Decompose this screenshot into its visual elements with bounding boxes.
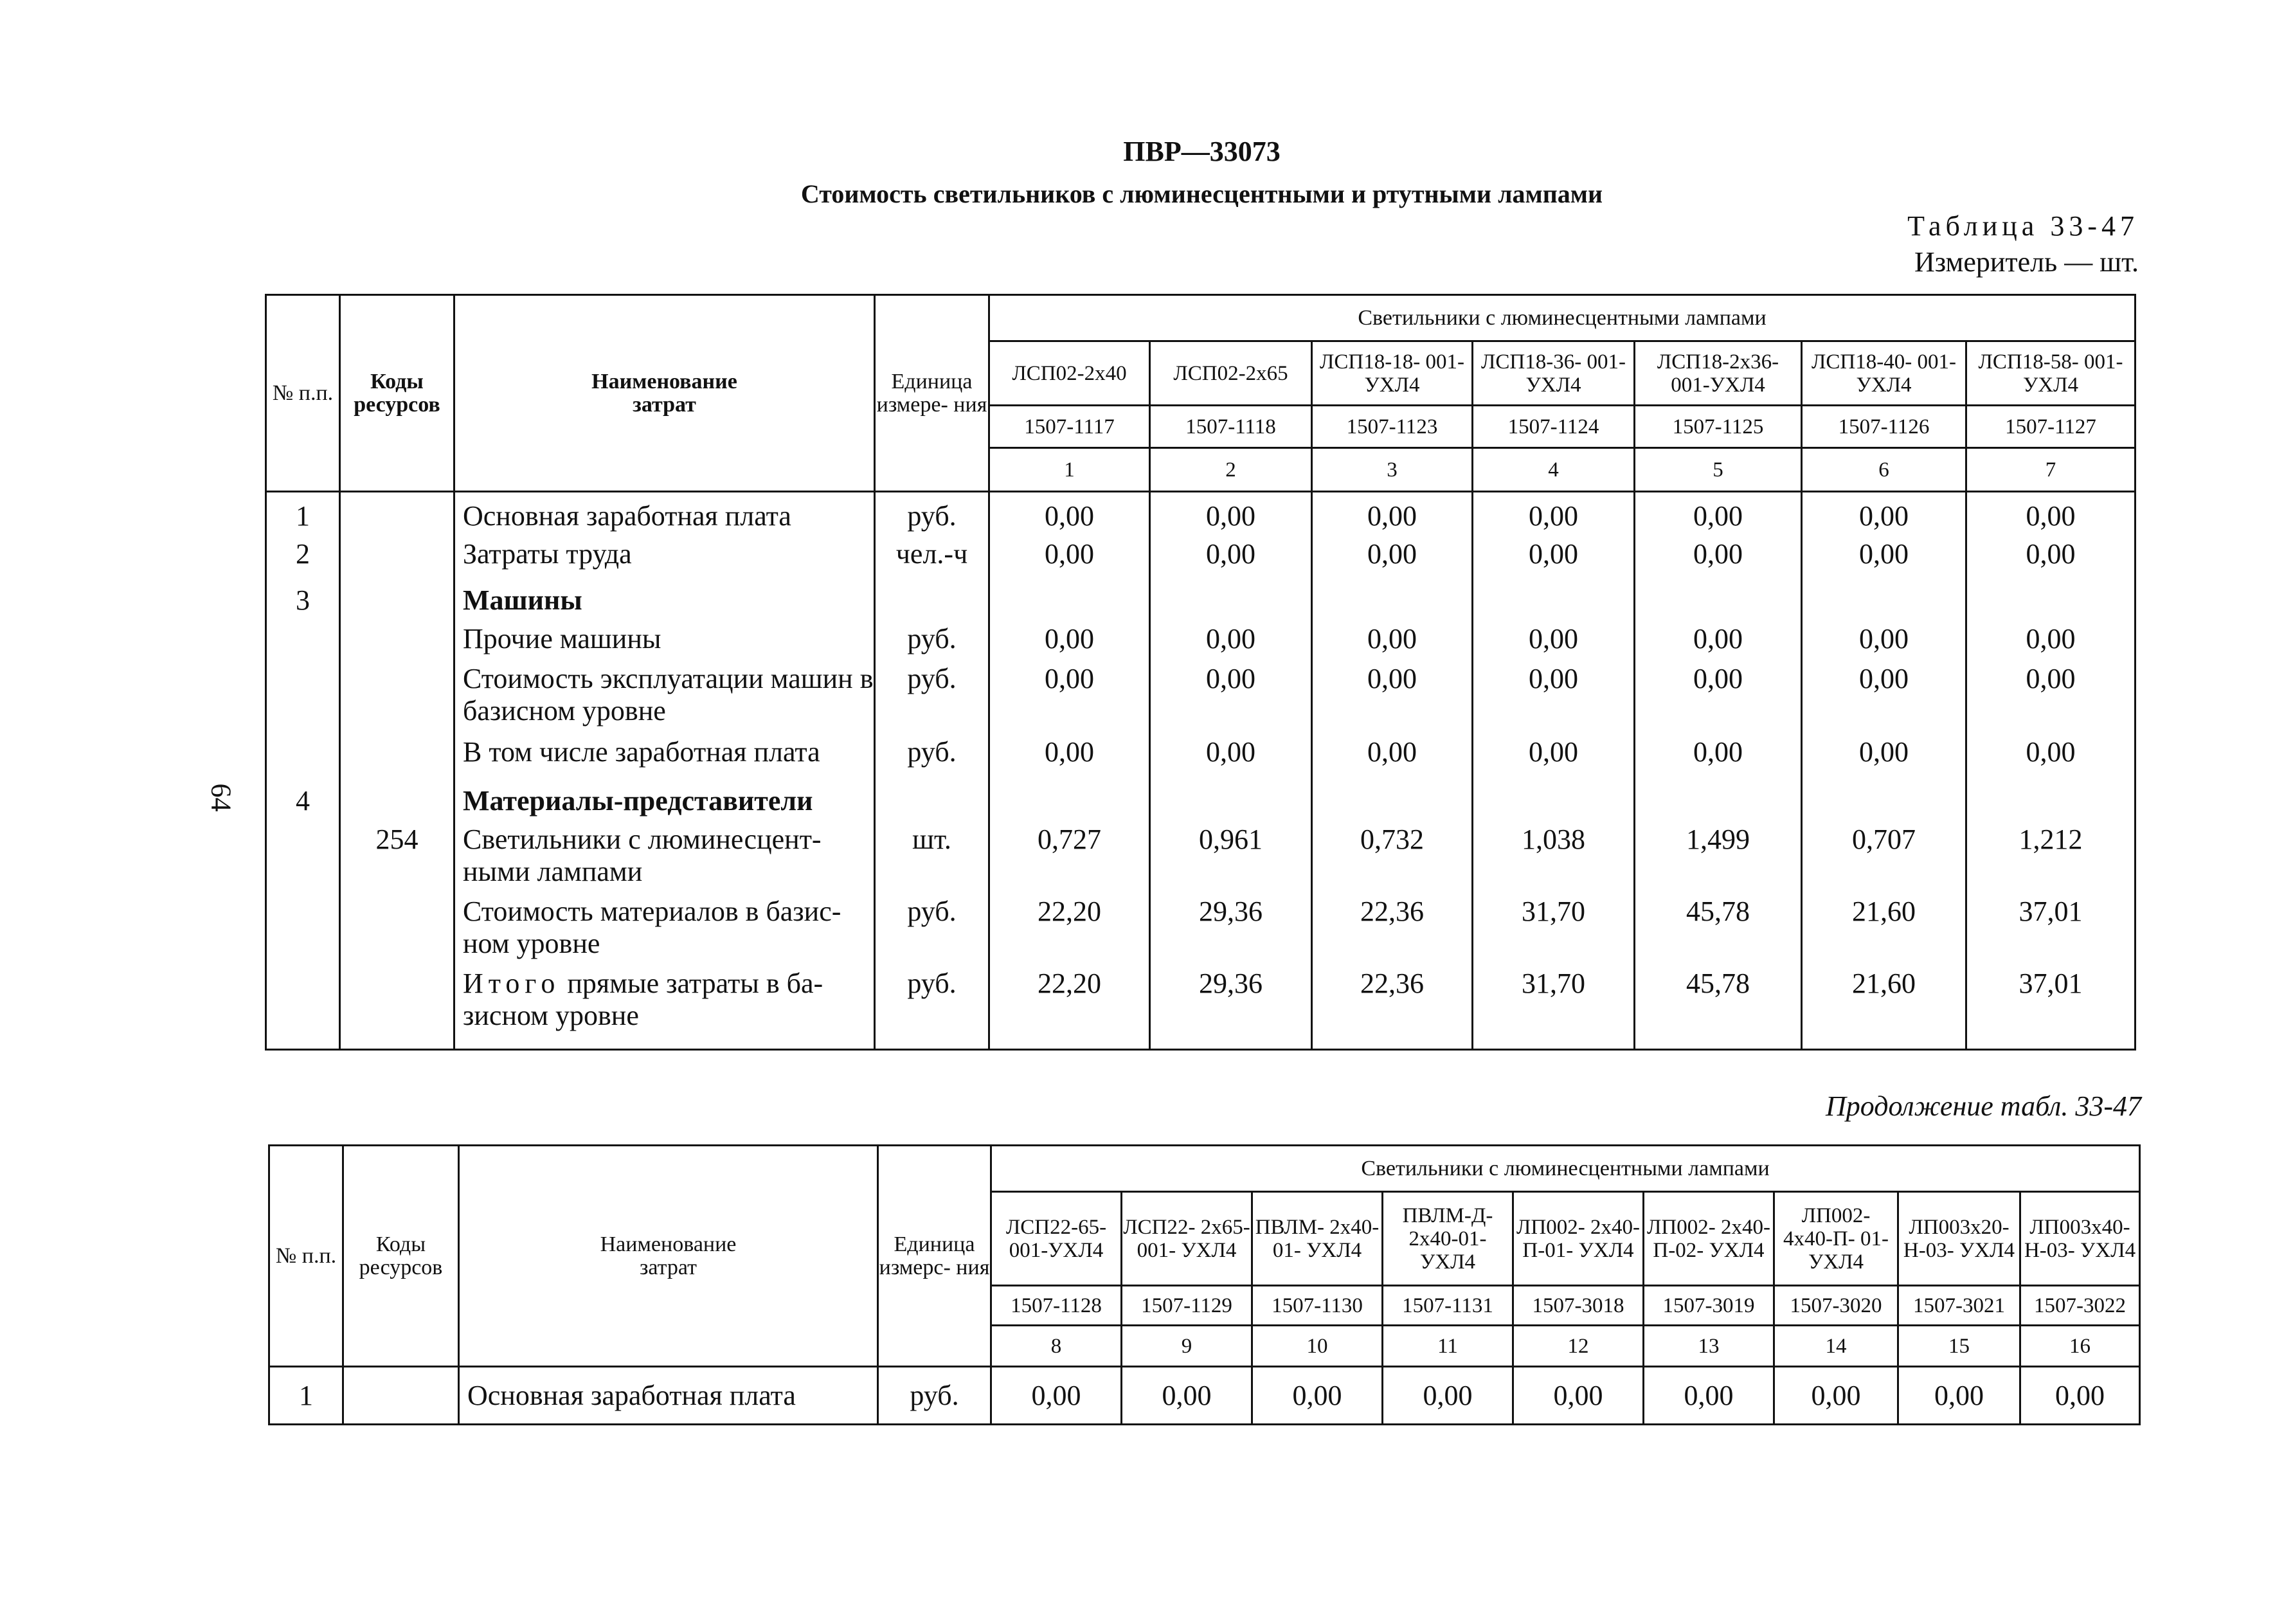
cell-value: 0,00	[1802, 492, 1966, 538]
row-num: 4	[266, 779, 340, 824]
document-subtitle: Стоимость светильников с люминесцентными и ртутными лампами	[800, 179, 1603, 208]
resource-code: 1507-1131	[1383, 1286, 1513, 1326]
row-name: Материалы-представители	[454, 779, 875, 824]
cell-value: 0,00	[1966, 538, 2136, 578]
cell-value: 37,01	[1966, 968, 2136, 1050]
cell-value: 0,00	[1312, 663, 1473, 736]
table-row	[266, 492, 2136, 538]
cell-value: 0,00	[1966, 492, 2136, 538]
cell-value: 0,00	[1802, 538, 1966, 578]
column-index: 10	[1252, 1326, 1383, 1367]
row-name: В том числе заработная плата	[454, 736, 875, 779]
cell-value: 0,00	[1312, 492, 1473, 538]
resource-code: 1507-3019	[1644, 1286, 1774, 1326]
column-index: 2	[1150, 448, 1312, 492]
cell-value	[1635, 578, 1802, 623]
row-unit: чел.-ч	[875, 538, 989, 578]
row-name: Машины	[454, 578, 875, 623]
cell-value: 21,60	[1802, 896, 1966, 968]
row-name: Стоимость материалов в базис- ном уровне	[454, 896, 875, 968]
cell-value: 0,00	[1150, 736, 1312, 779]
resource-code: 1507-1123	[1312, 406, 1473, 448]
cell-value: 0,00	[1150, 663, 1312, 736]
cell-value: 22,20	[989, 896, 1150, 968]
cell-value: 22,36	[1312, 968, 1473, 1050]
row-unit: руб.	[875, 663, 989, 736]
row-unit: руб.	[875, 492, 989, 538]
resource-code: 1507-3022	[2020, 1286, 2140, 1326]
total-label: Итого	[463, 967, 561, 999]
cell-value: 0,00	[989, 492, 1150, 538]
group-header: Светильники с люминесцентными лампами	[991, 1146, 2140, 1192]
cell-value: 31,70	[1473, 896, 1635, 968]
resource-code: 1507-3021	[1898, 1286, 2020, 1326]
row-unit	[875, 578, 989, 623]
resource-code: 1507-3020	[1774, 1286, 1898, 1326]
cell-value	[1473, 578, 1635, 623]
row-code	[340, 578, 454, 623]
row-num: 2	[266, 538, 340, 578]
cell-value: 0,00	[1473, 538, 1635, 578]
cell-value: 29,36	[1150, 896, 1312, 968]
cell-value: 0,00	[989, 623, 1150, 663]
cell-value: 0,00	[989, 663, 1150, 736]
row-num	[266, 968, 340, 1050]
column-index: 9	[1122, 1326, 1252, 1367]
row-code: 254	[340, 824, 454, 896]
cell-value: 0,00	[1383, 1367, 1513, 1425]
cost-table-main	[265, 294, 2136, 1051]
cell-value	[989, 578, 1150, 623]
column-index: 4	[1473, 448, 1635, 492]
column-index: 6	[1802, 448, 1966, 492]
cell-value: 0,00	[1150, 623, 1312, 663]
cell-value: 0,00	[1966, 663, 2136, 736]
row-unit: руб.	[875, 736, 989, 779]
row-unit: руб.	[875, 896, 989, 968]
cell-value: 0,00	[1150, 538, 1312, 578]
resource-code: 1507-1125	[1635, 406, 1802, 448]
column-index: 13	[1644, 1326, 1774, 1367]
row-num: 1	[269, 1367, 343, 1425]
col-header-unit: Единица измере- ния	[875, 295, 989, 492]
cell-value	[1802, 779, 1966, 824]
product-name: ПВЛМ- 2х40-01- УХЛ4	[1252, 1192, 1383, 1286]
row-name	[454, 968, 875, 1050]
row-code	[340, 538, 454, 578]
product-name: ЛП002- 2х40-П-01- УХЛ4	[1513, 1192, 1644, 1286]
resource-code: 1507-1128	[991, 1286, 1122, 1326]
row-code	[340, 623, 454, 663]
row-name: Затраты труда	[454, 538, 875, 578]
cell-value: 29,36	[1150, 968, 1312, 1050]
row-name: Основная заработная плата	[459, 1367, 878, 1425]
row-code	[340, 896, 454, 968]
cell-value	[1312, 779, 1473, 824]
row-unit: руб.	[875, 623, 989, 663]
cell-value	[1312, 578, 1473, 623]
column-index: 8	[991, 1326, 1122, 1367]
table-row	[266, 736, 2136, 779]
row-num	[266, 824, 340, 896]
column-index: 14	[1774, 1326, 1898, 1367]
doc-code: ПВР—33073	[1123, 136, 1281, 167]
cell-value: 0,00	[991, 1367, 1122, 1425]
cell-value: 45,78	[1635, 896, 1802, 968]
row-name: Основная заработная плата	[454, 492, 875, 538]
cell-value: 0,00	[1774, 1367, 1898, 1425]
resource-code: 1507-1127	[1966, 406, 2136, 448]
row-code	[340, 736, 454, 779]
row-name: Прочие машины	[454, 623, 875, 663]
product-name: ЛСП18-36- 001-УХЛ4	[1473, 341, 1635, 406]
row-code	[340, 663, 454, 736]
cell-value: 0,00	[1802, 663, 1966, 736]
product-name: ЛП002- 2х40-П-02- УХЛ4	[1644, 1192, 1774, 1286]
cell-value: 0,00	[1473, 623, 1635, 663]
resource-code: 1507-1126	[1802, 406, 1966, 448]
resource-code: 1507-3018	[1513, 1286, 1644, 1326]
row-unit: руб.	[878, 1367, 991, 1425]
product-name: ЛП003х20- Н-03- УХЛ4	[1898, 1192, 2020, 1286]
table-row	[266, 663, 2136, 736]
cell-value: 0,00	[989, 736, 1150, 779]
cell-value	[1802, 578, 1966, 623]
cell-value: 0,00	[1635, 663, 1802, 736]
cell-value: 0,00	[1635, 736, 1802, 779]
cell-value: 0,00	[2020, 1367, 2140, 1425]
column-index: 16	[2020, 1326, 2140, 1367]
row-unit	[875, 779, 989, 824]
col-header-codes: Коды ресурсов	[343, 1146, 459, 1367]
resource-code: 1507-1130	[1252, 1286, 1383, 1326]
table-row	[266, 779, 2136, 824]
cell-value: 0,00	[1635, 492, 1802, 538]
col-header-num: № п.п.	[266, 295, 340, 492]
row-code	[343, 1367, 459, 1425]
product-name: ПВЛМ-Д- 2х40-01- УХЛ4	[1383, 1192, 1513, 1286]
row-name: Стоимость эксплуатации машин в базисном уровне	[454, 663, 875, 736]
cell-value: 0,00	[1966, 736, 2136, 779]
product-name: ЛСП18-18- 001-УХЛ4	[1312, 341, 1473, 406]
cell-value: 22,36	[1312, 896, 1473, 968]
resource-code: 1507-1129	[1122, 1286, 1252, 1326]
cell-value: 0,707	[1802, 824, 1966, 896]
cell-value: 0,00	[1898, 1367, 2020, 1425]
row-code	[340, 492, 454, 538]
table-row	[266, 578, 2136, 623]
measure-unit: Измеритель — шт.	[1914, 246, 2139, 278]
column-index: 7	[1966, 448, 2136, 492]
column-index: 3	[1312, 448, 1473, 492]
cell-value: 21,60	[1802, 968, 1966, 1050]
cell-value: 0,00	[1122, 1367, 1252, 1425]
page-number: 64	[205, 783, 237, 812]
resource-code: 1507-1124	[1473, 406, 1635, 448]
table-row	[266, 623, 2136, 663]
product-name: ЛП003х40- Н-03- УХЛ4	[2020, 1192, 2140, 1286]
column-index: 5	[1635, 448, 1802, 492]
col-header-unit: Единица измерс- ния	[878, 1146, 991, 1367]
column-index: 1	[989, 448, 1150, 492]
product-name: ЛСП22-65- 001-УХЛ4	[991, 1192, 1122, 1286]
column-index: 15	[1898, 1326, 2020, 1367]
cell-value: 0,00	[1312, 623, 1473, 663]
cell-value: 0,00	[1473, 663, 1635, 736]
cell-value: 22,20	[989, 968, 1150, 1050]
cell-value	[1635, 779, 1802, 824]
row-unit: шт.	[875, 824, 989, 896]
cell-value	[1150, 779, 1312, 824]
cell-value: 0,00	[1644, 1367, 1774, 1425]
product-name: ЛП002- 4х40-П- 01-УХЛ4	[1774, 1192, 1898, 1286]
cost-table-continuation	[268, 1144, 2141, 1425]
cell-value: 0,00	[1252, 1367, 1383, 1425]
col-header-name: Наименование затрат	[454, 295, 875, 492]
cell-value: 0,00	[1635, 538, 1802, 578]
row-num: 1	[266, 492, 340, 538]
row-code	[340, 968, 454, 1050]
product-name: ЛСП18-58- 001-УХЛ4	[1966, 341, 2136, 406]
cell-value: 0,00	[1473, 492, 1635, 538]
col-header-name: Наименование затрат	[459, 1146, 878, 1367]
row-num	[266, 736, 340, 779]
cell-value	[1150, 578, 1312, 623]
cell-value: 0,00	[1473, 736, 1635, 779]
cell-value: 0,00	[1312, 538, 1473, 578]
total-label-rest: прямые затраты в ба- зисном уровне	[463, 967, 823, 1031]
cell-value: 1,212	[1966, 824, 2136, 896]
cell-value: 1,499	[1635, 824, 1802, 896]
row-unit: руб.	[875, 968, 989, 1050]
product-name: ЛСП02-2х65	[1150, 341, 1312, 406]
cell-value: 45,78	[1635, 968, 1802, 1050]
table-row	[266, 968, 2136, 1050]
cell-value: 0,00	[1635, 623, 1802, 663]
cell-value: 0,00	[1150, 492, 1312, 538]
cell-value: 37,01	[1966, 896, 2136, 968]
cell-value: 31,70	[1473, 968, 1635, 1050]
table-row	[266, 896, 2136, 968]
product-name: ЛСП18-40- 001-УХЛ4	[1802, 341, 1966, 406]
table-number: Таблица 33-47	[1907, 210, 2139, 242]
cell-value: 1,038	[1473, 824, 1635, 896]
product-name: ЛСП22- 2х65-001- УХЛ4	[1122, 1192, 1252, 1286]
column-index: 12	[1513, 1326, 1644, 1367]
resource-code: 1507-1117	[989, 406, 1150, 448]
product-name: ЛСП02-2х40	[989, 341, 1150, 406]
cell-value	[1966, 578, 2136, 623]
row-num	[266, 663, 340, 736]
row-code	[340, 779, 454, 824]
cell-value: 0,00	[1966, 623, 2136, 663]
row-num	[266, 896, 340, 968]
group-header: Светильники с люминесцентными лампами	[989, 295, 2136, 341]
row-num	[266, 623, 340, 663]
cell-value: 0,00	[1513, 1367, 1644, 1425]
cell-value	[1966, 779, 2136, 824]
row-num: 3	[266, 578, 340, 623]
cell-value: 0,732	[1312, 824, 1473, 896]
col-header-codes: Коды ресурсов	[340, 295, 454, 492]
column-index: 11	[1383, 1326, 1513, 1367]
cell-value: 0,00	[1802, 623, 1966, 663]
table-row	[269, 1367, 2140, 1425]
cell-value: 0,727	[989, 824, 1150, 896]
continuation-note: Продолжение табл. 33-47	[1826, 1090, 2141, 1122]
cell-value: 0,00	[1312, 736, 1473, 779]
cell-value	[989, 779, 1150, 824]
cell-value: 0,00	[1802, 736, 1966, 779]
resource-code: 1507-1118	[1150, 406, 1312, 448]
cell-value	[1473, 779, 1635, 824]
cell-value: 0,00	[989, 538, 1150, 578]
table-row	[266, 824, 2136, 896]
col-header-num: № п.п.	[269, 1146, 343, 1367]
product-name: ЛСП18-2х36- 001-УХЛ4	[1635, 341, 1802, 406]
table-row	[266, 538, 2136, 578]
cell-value: 0,961	[1150, 824, 1312, 896]
row-name: Светильники с люминесцент- ными лампами	[454, 824, 875, 896]
